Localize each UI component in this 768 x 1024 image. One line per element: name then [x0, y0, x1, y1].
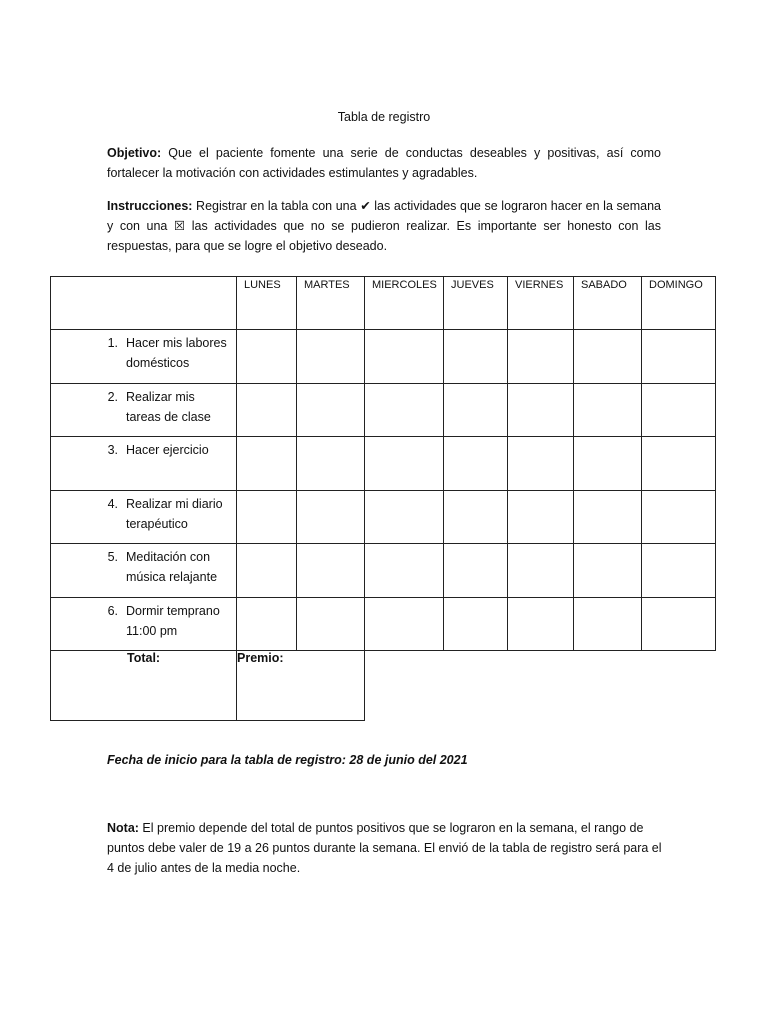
- check-cell[interactable]: [365, 598, 444, 651]
- instrucciones-paragraph: [107, 196, 661, 256]
- activity-number: 3.: [107, 443, 118, 457]
- table-row: [51, 384, 716, 437]
- instrucciones-text: Registrar en la tabla con una ✔ las actividades que se lograron hacer en la semana y con una ☒ las actividades que no se pudieron realizar. Es importante ser honesto con las respuestas, para que se logre el objetivo deseado.: [107, 199, 661, 253]
- check-cell[interactable]: [508, 384, 574, 437]
- page-title: Tabla de registro: [337, 110, 431, 124]
- check-cell[interactable]: [574, 544, 642, 598]
- total-row: [51, 651, 716, 721]
- table-row: [51, 330, 716, 384]
- activity-number: 1.: [107, 336, 118, 350]
- table-row: [51, 544, 716, 598]
- nota-text: El premio depende del total de puntos positivos que se lograron en la semana, el rango de puntos debe valer de 19 a 26 puntos durante la semana. El envió de la tabla de registro será para el 4 de julio antes de la media noche.: [107, 821, 662, 875]
- activity-cell: [51, 598, 237, 651]
- fecha-inicio: Fecha de inicio para la tabla de registro: 28 de junio del 2021: [107, 753, 468, 767]
- activity-cell: [51, 437, 237, 491]
- registro-table: [50, 276, 716, 721]
- check-cell[interactable]: [642, 437, 716, 491]
- instrucciones-label: Instrucciones:: [107, 199, 193, 213]
- check-cell[interactable]: [574, 437, 642, 491]
- check-cell[interactable]: [365, 544, 444, 598]
- check-cell[interactable]: [642, 384, 716, 437]
- check-cell[interactable]: [297, 384, 365, 437]
- check-cell[interactable]: [365, 384, 444, 437]
- day-header-sabado: SABADO: [574, 277, 642, 330]
- check-cell[interactable]: [365, 437, 444, 491]
- check-cell[interactable]: [444, 330, 508, 384]
- check-cell[interactable]: [237, 598, 297, 651]
- check-cell[interactable]: [574, 491, 642, 544]
- check-cell[interactable]: [237, 491, 297, 544]
- activity-text: Dormir temprano 11:00 pm: [126, 604, 220, 638]
- day-header-jueves: JUEVES: [444, 277, 508, 330]
- activity-text: Realizar mis tareas de clase: [126, 390, 211, 424]
- check-cell[interactable]: [297, 491, 365, 544]
- activity-text: Meditación con música relajante: [126, 550, 218, 584]
- check-cell[interactable]: [365, 330, 444, 384]
- day-header-domingo: DOMINGO: [642, 277, 716, 330]
- table-row: [51, 598, 716, 651]
- table-row: [51, 437, 716, 491]
- header-corner-cell: [51, 277, 237, 330]
- check-cell[interactable]: [642, 598, 716, 651]
- check-cell[interactable]: [444, 544, 508, 598]
- check-cell[interactable]: [365, 491, 444, 544]
- table-row: [51, 491, 716, 544]
- table-header-row: [51, 277, 716, 330]
- activity-number: 2.: [107, 390, 118, 404]
- check-cell[interactable]: [642, 491, 716, 544]
- check-cell[interactable]: [508, 544, 574, 598]
- objetivo-text: Que el paciente fomente una serie de conductas deseables y positivas, así como fortalecer la motivación con actividades estimulantes y agradables.: [107, 146, 661, 180]
- check-cell[interactable]: [508, 491, 574, 544]
- objetivo-paragraph: [107, 143, 661, 183]
- check-cell[interactable]: [444, 491, 508, 544]
- check-cell[interactable]: [508, 598, 574, 651]
- check-cell[interactable]: [444, 598, 508, 651]
- check-cell[interactable]: [297, 598, 365, 651]
- activity-number: 5.: [107, 550, 118, 564]
- check-cell[interactable]: [237, 437, 297, 491]
- check-cell[interactable]: [574, 330, 642, 384]
- check-cell[interactable]: [237, 384, 297, 437]
- day-header-miercoles: MIERCOLES: [365, 277, 444, 330]
- activity-cell: [51, 544, 237, 598]
- nota-paragraph: [107, 818, 667, 878]
- check-cell[interactable]: [642, 544, 716, 598]
- check-cell[interactable]: [237, 544, 297, 598]
- check-cell[interactable]: [444, 384, 508, 437]
- activity-text: Realizar mi diario terapéutico: [126, 497, 223, 531]
- check-cell[interactable]: [574, 598, 642, 651]
- activity-text: Hacer ejercicio: [126, 443, 209, 457]
- check-cell[interactable]: [574, 384, 642, 437]
- empty-space: [365, 651, 716, 721]
- day-header-viernes: VIERNES: [508, 277, 574, 330]
- check-cell[interactable]: [297, 330, 365, 384]
- check-cell[interactable]: [444, 437, 508, 491]
- activity-cell: [51, 384, 237, 437]
- nota-label: Nota:: [107, 821, 139, 835]
- activity-number: 6.: [107, 604, 118, 618]
- check-cell[interactable]: [237, 330, 297, 384]
- check-cell[interactable]: [642, 330, 716, 384]
- day-header-martes: MARTES: [297, 277, 365, 330]
- check-cell[interactable]: [297, 544, 365, 598]
- total-cell: [51, 651, 237, 721]
- activity-cell: [51, 491, 237, 544]
- objetivo-label: Objetivo:: [107, 146, 162, 160]
- premio-cell[interactable]: [237, 651, 365, 721]
- total-label: Total:: [127, 651, 161, 665]
- activity-number: 4.: [107, 497, 118, 511]
- premio-label: Premio:: [237, 651, 284, 665]
- activity-cell: [51, 330, 237, 384]
- activity-text: Hacer mis labores domésticos: [126, 336, 227, 370]
- day-header-lunes: LUNES: [237, 277, 297, 330]
- check-cell[interactable]: [508, 330, 574, 384]
- check-cell[interactable]: [508, 437, 574, 491]
- check-cell[interactable]: [297, 437, 365, 491]
